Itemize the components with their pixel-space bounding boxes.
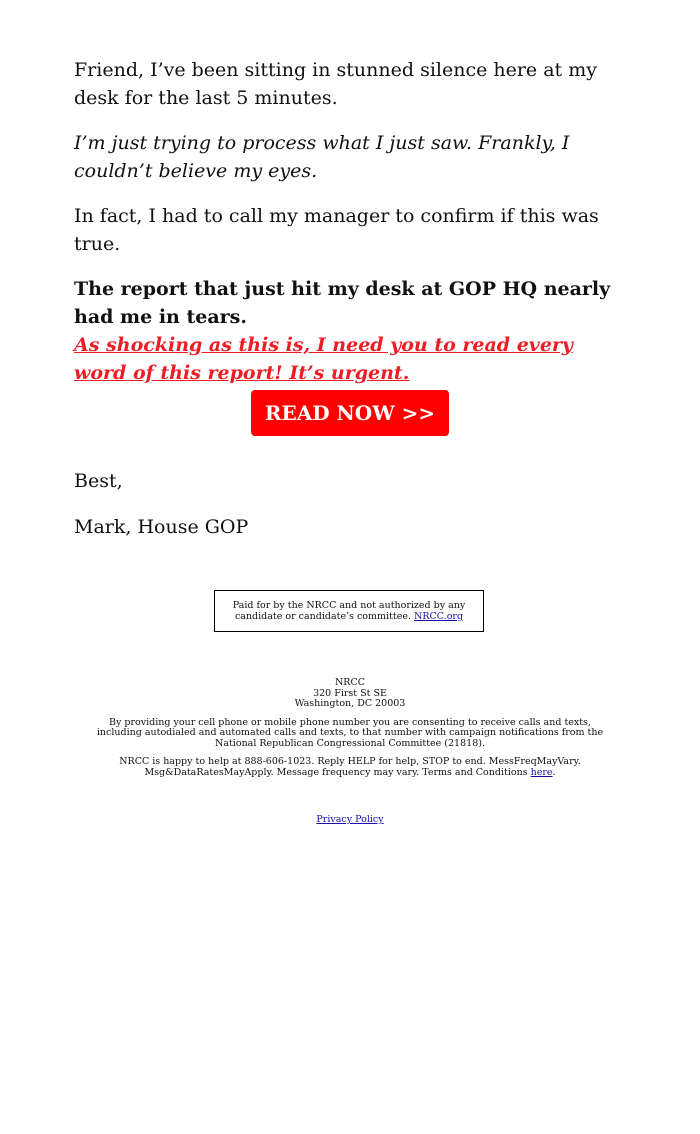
sms-consent-text: By providing your cell phone or mobile phone number you are consenting to receive calls and texts, including autodialed and automated calls and texts, to that number with campaign notifications from the National Republican Congressional Committee (21818). [96,716,604,749]
report-paragraph: The report that just hit my desk at GOP HQ nearly had me in tears. [74,278,611,328]
nrcc-website-link[interactable]: NRCC.org [414,611,464,622]
intro-paragraph: Friend, I’ve been sitting in stunned silence here at my desk for the last 5 minutes. [74,59,597,109]
closing-text: Best, [74,470,123,492]
disclaimer-text: Paid for by the NRCC and not authorized by any candidate or candidate’s committee. [232,600,466,622]
manager-paragraph: In fact, I had to call my manager to confirm if this was true. [74,205,599,255]
email-body [74,56,630,387]
signature-text: Mark, House GOP [74,516,249,538]
urgent-report-link[interactable]: As shocking as this is, I need you to read every word of this report! It’s urgent. [74,334,573,384]
help-text: NRCC is happy to help at 888-606-1023. Reply HELP for help, STOP to end. MessFreqMayVary. Msg&DataRatesMayApply. Message frequency may vary. Terms and Conditions [119,756,581,778]
address-block [90,678,610,710]
terms-link[interactable]: here [530,766,553,778]
help-text-block [90,757,610,778]
street-address: 320 First St SE [313,687,387,699]
privacy-container [0,814,700,825]
paid-for-disclaimer [214,590,484,632]
read-now-button[interactable]: READ NOW >> [251,390,449,436]
city-state-zip: Washington, DC 20003 [294,698,406,709]
footer [90,678,610,778]
org-name: NRCC [334,677,365,688]
terms-suffix: . [552,766,556,778]
process-paragraph: I’m just trying to process what I just saw. Frankly, I couldn’t believe my eyes. [74,132,570,182]
signoff [74,467,630,559]
cta-container [0,390,700,436]
privacy-policy-link[interactable]: Privacy Policy [316,814,384,825]
